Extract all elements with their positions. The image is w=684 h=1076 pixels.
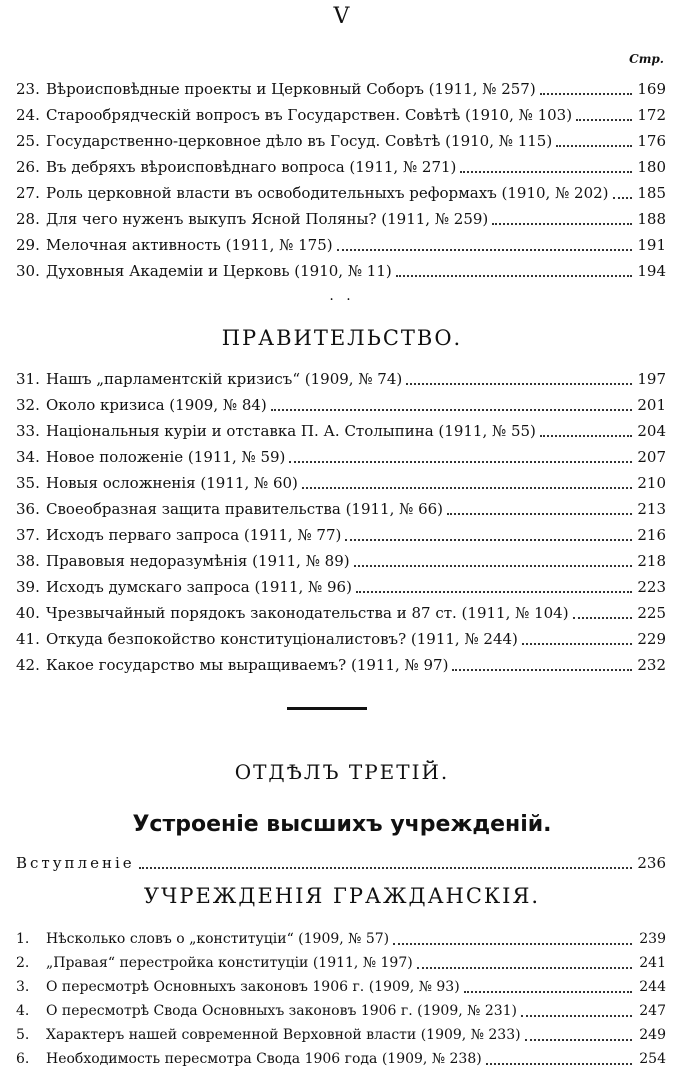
entry-title: Необходимость пересмотра Свода 1906 года (1909, № 238) <box>46 1051 482 1067</box>
toc-entry <box>16 232 666 258</box>
toc-entry <box>16 652 666 678</box>
entry-page: 172 <box>637 106 666 124</box>
section-heading-government: ПРАВИТЕЛЬСТВО. <box>221 326 463 350</box>
entry-title: Нѣсколько словъ о „конституціи“ (1909, № 57) <box>46 931 390 947</box>
entry-page: 188 <box>637 210 666 228</box>
entry-title: Своеобразная защита правительства (1911, № 66) <box>46 500 444 518</box>
entry-page: 216 <box>637 526 666 544</box>
dot-leader <box>464 990 632 993</box>
entry-page: 223 <box>637 578 666 596</box>
entry-title: Какое государство мы выращиваемъ? (1911, № 97) <box>46 656 449 674</box>
entry-page: 191 <box>637 236 666 254</box>
entry-page: 239 <box>639 931 666 947</box>
toc-entry <box>16 154 666 180</box>
entry-title: Старообрядческій вопросъ въ Государствен. Совѣтѣ (1910, № 103) <box>46 106 573 124</box>
toc-entry <box>16 974 666 1000</box>
entry-title: О пересмотрѣ Свода Основныхъ законовъ 1906 г. (1909, № 231) <box>46 1003 518 1019</box>
entry-number: 33. <box>16 422 40 440</box>
entry-number: 39. <box>16 578 40 596</box>
dot-leader <box>525 1038 632 1041</box>
toc-entry <box>16 600 666 626</box>
toc-entry <box>16 76 666 102</box>
entry-page: 247 <box>639 1003 666 1019</box>
entry-title: Государственно-церковное дѣло въ Госуд. Совѣтѣ (1910, № 115) <box>46 132 553 150</box>
entry-page: 207 <box>637 448 666 466</box>
entry-page: 232 <box>637 656 666 674</box>
entry-number: 38. <box>16 552 40 570</box>
section-heading-civil: УЧРЕЖДЕНІЯ ГРАЖДАНСКІЯ. <box>143 884 541 908</box>
entry-number: 36. <box>16 500 40 518</box>
dot-leader <box>289 460 632 463</box>
dot-leader <box>556 144 632 147</box>
toc-entry <box>16 998 666 1024</box>
toc-entry <box>16 522 666 548</box>
dot-leader <box>460 170 632 173</box>
entry-page: 201 <box>637 396 666 414</box>
separator-dots: · · <box>329 292 355 308</box>
entry-page: 218 <box>637 552 666 570</box>
toc-entry <box>16 574 666 600</box>
toc-entry <box>16 548 666 574</box>
dot-leader <box>393 942 632 945</box>
entry-page: 194 <box>637 262 666 280</box>
entry-title: Около кризиса (1909, № 84) <box>46 396 267 414</box>
entry-title: Новое положеніе (1911, № 59) <box>46 448 286 466</box>
entry-number: 37. <box>16 526 40 544</box>
entry-number: 25. <box>16 132 40 150</box>
toc-entry <box>16 180 666 206</box>
toc-entry <box>16 392 666 418</box>
toc-entry <box>16 626 666 652</box>
dot-leader <box>406 382 632 385</box>
dot-leader <box>354 564 632 567</box>
entry-number: 30. <box>16 262 40 280</box>
entry-title: Духовныя Академіи и Церковь (1910, № 11) <box>46 262 392 280</box>
entry-page: 241 <box>639 955 666 971</box>
entry-page: 249 <box>639 1027 666 1043</box>
dot-leader <box>417 966 632 969</box>
entry-number: 27. <box>16 184 40 202</box>
entry-page: 204 <box>637 422 666 440</box>
entry-number: 29. <box>16 236 40 254</box>
page-column-label: Стр. <box>629 52 664 66</box>
entry-title: Для чего нуженъ выкупъ Ясной Поляны? (1911, № 259) <box>46 210 489 228</box>
entry-number: 35. <box>16 474 40 492</box>
dot-leader <box>345 538 632 541</box>
dot-leader <box>576 118 632 121</box>
entry-title: Новыя осложненія (1911, № 60) <box>46 474 298 492</box>
dot-leader <box>521 1014 632 1017</box>
dot-leader <box>573 616 632 619</box>
dot-leader <box>337 248 632 251</box>
toc-entry <box>16 926 666 952</box>
entry-page: 210 <box>637 474 666 492</box>
toc-entry <box>16 470 666 496</box>
entry-number: 34. <box>16 448 40 466</box>
entry-title: Характеръ нашей современной Верховной власти (1909, № 233) <box>46 1027 521 1043</box>
entry-number: 1. <box>16 931 30 947</box>
entry-number: 4. <box>16 1003 30 1019</box>
toc-entry <box>16 496 666 522</box>
dot-leader <box>486 1062 632 1065</box>
entry-page: 254 <box>639 1051 666 1067</box>
entry-number: 31. <box>16 370 40 388</box>
part-subtitle: Устроеніе высшихъ учрежденій. <box>132 812 552 837</box>
entry-title: Чрезвычайный порядокъ законодательства и 87 ст. (1911, № 104) <box>46 604 569 622</box>
entry-page: 197 <box>637 370 666 388</box>
entry-number: 2. <box>16 955 30 971</box>
entry-number: 23. <box>16 80 40 98</box>
entry-title: Исходъ перваго запроса (1911, № 77) <box>46 526 342 544</box>
dot-leader <box>356 590 632 593</box>
toc-entry <box>16 102 666 128</box>
dot-leader <box>492 222 632 225</box>
toc-entry <box>16 128 666 154</box>
entry-page: 244 <box>639 979 666 995</box>
entry-title: Откуда безпокойство конституціоналистовъ? (1911, № 244) <box>46 630 518 648</box>
entry-number: 26. <box>16 158 40 176</box>
entry-number: 42. <box>16 656 40 674</box>
dot-leader <box>271 408 632 411</box>
entry-page: 229 <box>637 630 666 648</box>
dot-leader <box>302 486 632 489</box>
toc-entry <box>16 950 666 976</box>
entry-number: 32. <box>16 396 40 414</box>
entry-page: 176 <box>637 132 666 150</box>
entry-title: Правовыя недоразумѣнія (1911, № 89) <box>46 552 350 570</box>
entry-title: Нашъ „парламентскій кризисъ“ (1909, № 74) <box>46 370 403 388</box>
page-number: V <box>333 4 351 29</box>
intro-title: Вступленіе <box>16 854 135 872</box>
horizontal-rule <box>287 707 367 710</box>
entry-title: Вѣроисповѣдные проекты и Церковный Соборъ (1911, № 257) <box>46 80 536 98</box>
toc-entry <box>16 1046 666 1072</box>
entry-title: Національныя куріи и отставка П. А. Столыпина (1911, № 55) <box>46 422 536 440</box>
toc-entry <box>16 418 666 444</box>
dot-leader <box>540 92 632 95</box>
dot-leader <box>522 642 632 645</box>
dot-leader <box>613 196 632 199</box>
entry-number: 28. <box>16 210 40 228</box>
intro-page: 236 <box>637 854 666 872</box>
entry-page: 185 <box>637 184 666 202</box>
entry-title: Въ дебряхъ вѣроисповѣднаго вопроса (1911, № 271) <box>46 158 457 176</box>
dot-leader <box>447 512 632 515</box>
entry-title: Роль церковной власти въ освободительныхъ реформахъ (1910, № 202) <box>46 184 609 202</box>
entry-page: 213 <box>637 500 666 518</box>
dot-leader <box>396 274 632 277</box>
entry-number: 40. <box>16 604 40 622</box>
entry-number: 6. <box>16 1051 30 1067</box>
dot-leader <box>540 434 632 437</box>
intro-entry <box>16 850 666 876</box>
entry-title: „Правая“ перестройка конституціи (1911, № 197) <box>46 955 413 971</box>
toc-entry <box>16 366 666 392</box>
entry-page: 169 <box>637 80 666 98</box>
entry-number: 41. <box>16 630 40 648</box>
entry-number: 24. <box>16 106 40 124</box>
toc-entry <box>16 1022 666 1048</box>
dot-leader <box>452 668 632 671</box>
toc-entry <box>16 258 666 284</box>
entry-page: 225 <box>637 604 666 622</box>
entry-number: 5. <box>16 1027 30 1043</box>
toc-entry <box>16 444 666 470</box>
entry-page: 180 <box>637 158 666 176</box>
entry-title: Исходъ думскаго запроса (1911, № 96) <box>46 578 352 596</box>
entry-title: О пересмотрѣ Основныхъ законовъ 1906 г. (1909, № 93) <box>46 979 460 995</box>
entry-number: 3. <box>16 979 30 995</box>
toc-entry <box>16 206 666 232</box>
dot-leader <box>139 866 632 869</box>
part-heading: ОТДѢЛЪ ТРЕТІЙ. <box>234 760 450 784</box>
entry-title: Мелочная активность (1911, № 175) <box>46 236 333 254</box>
